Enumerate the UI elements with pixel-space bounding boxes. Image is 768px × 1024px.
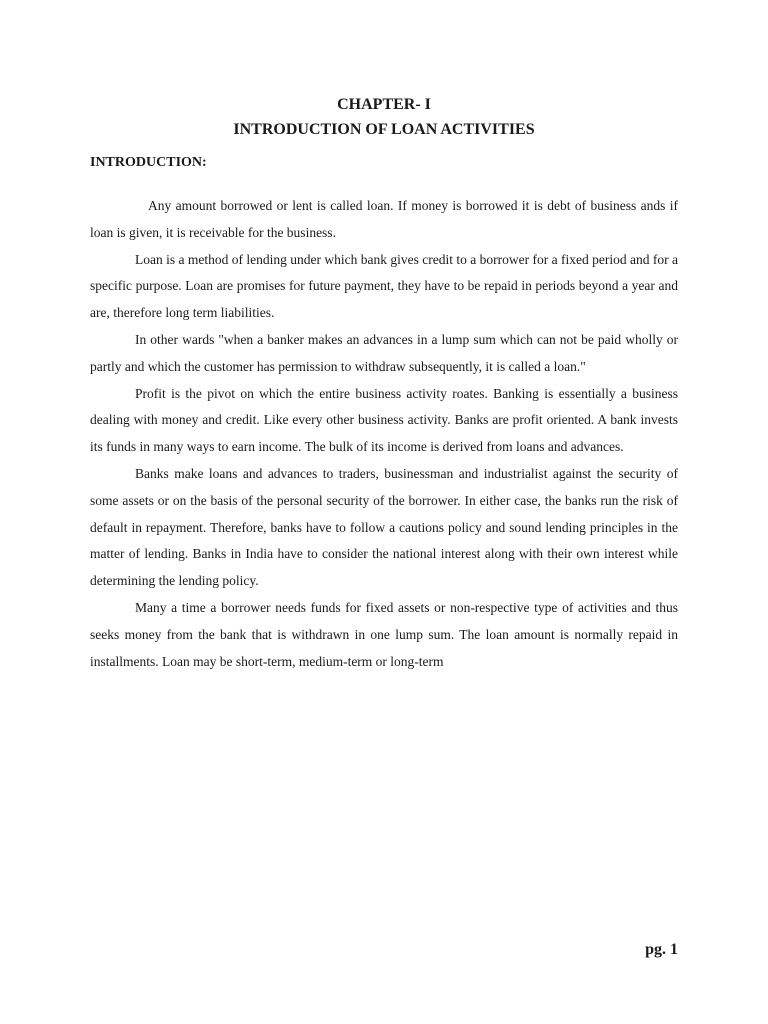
section-heading: INTRODUCTION: (90, 155, 207, 170)
body-text (90, 193, 678, 675)
paragraph-3: In other wards "when a banker makes an advances in a lump sum which can not be paid wholly or partly and which the customer has permission to withdraw subsequently, it is called a loan." (90, 331, 678, 374)
paragraph-1: Any amount borrowed or lent is called loan. If money is borrowed it is debt of business ands if loan is given, it is receivable for the business. (90, 198, 678, 240)
chapter-number: CHAPTER- I (337, 96, 431, 113)
paragraph-4: Profit is the pivot on which the entire business activity roates. Banking is essentially a business dealing with money and credit. Like every other business activity. Banks are profit oriented. A bank invests its funds in many ways to earn income. The bulk of its income is derived from loans and advances. (90, 385, 678, 455)
chapter-title: INTRODUCTION OF LOAN ACTIVITIES (233, 121, 535, 138)
paragraph-2: Loan is a method of lending under which bank gives credit to a borrower for a fixed period and for a specific purpose. Loan are promises for future payment, they have to be repaid in periods beyond a year and are, therefore long term liabilities. (90, 251, 678, 321)
paragraph-5: Banks make loans and advances to traders, businessman and industrialist against the security of some assets or on the basis of the personal security of the borrower. In either case, the banks run the risk of default in repayment. Therefore, banks have to follow a cautions policy and sound lending principles in the matter of lending. Banks in India have to consider the national interest along with their own interest while determining the lending policy. (90, 465, 678, 589)
paragraph-6: Many a time a borrower needs funds for fixed assets or non-respective type of activities and thus seeks money from the bank that is withdrawn in one lump sum. The loan amount is normally repaid in installments. Loan may be short-term, medium-term or long-term (90, 599, 678, 669)
page-number: pg. 1 (645, 941, 678, 958)
